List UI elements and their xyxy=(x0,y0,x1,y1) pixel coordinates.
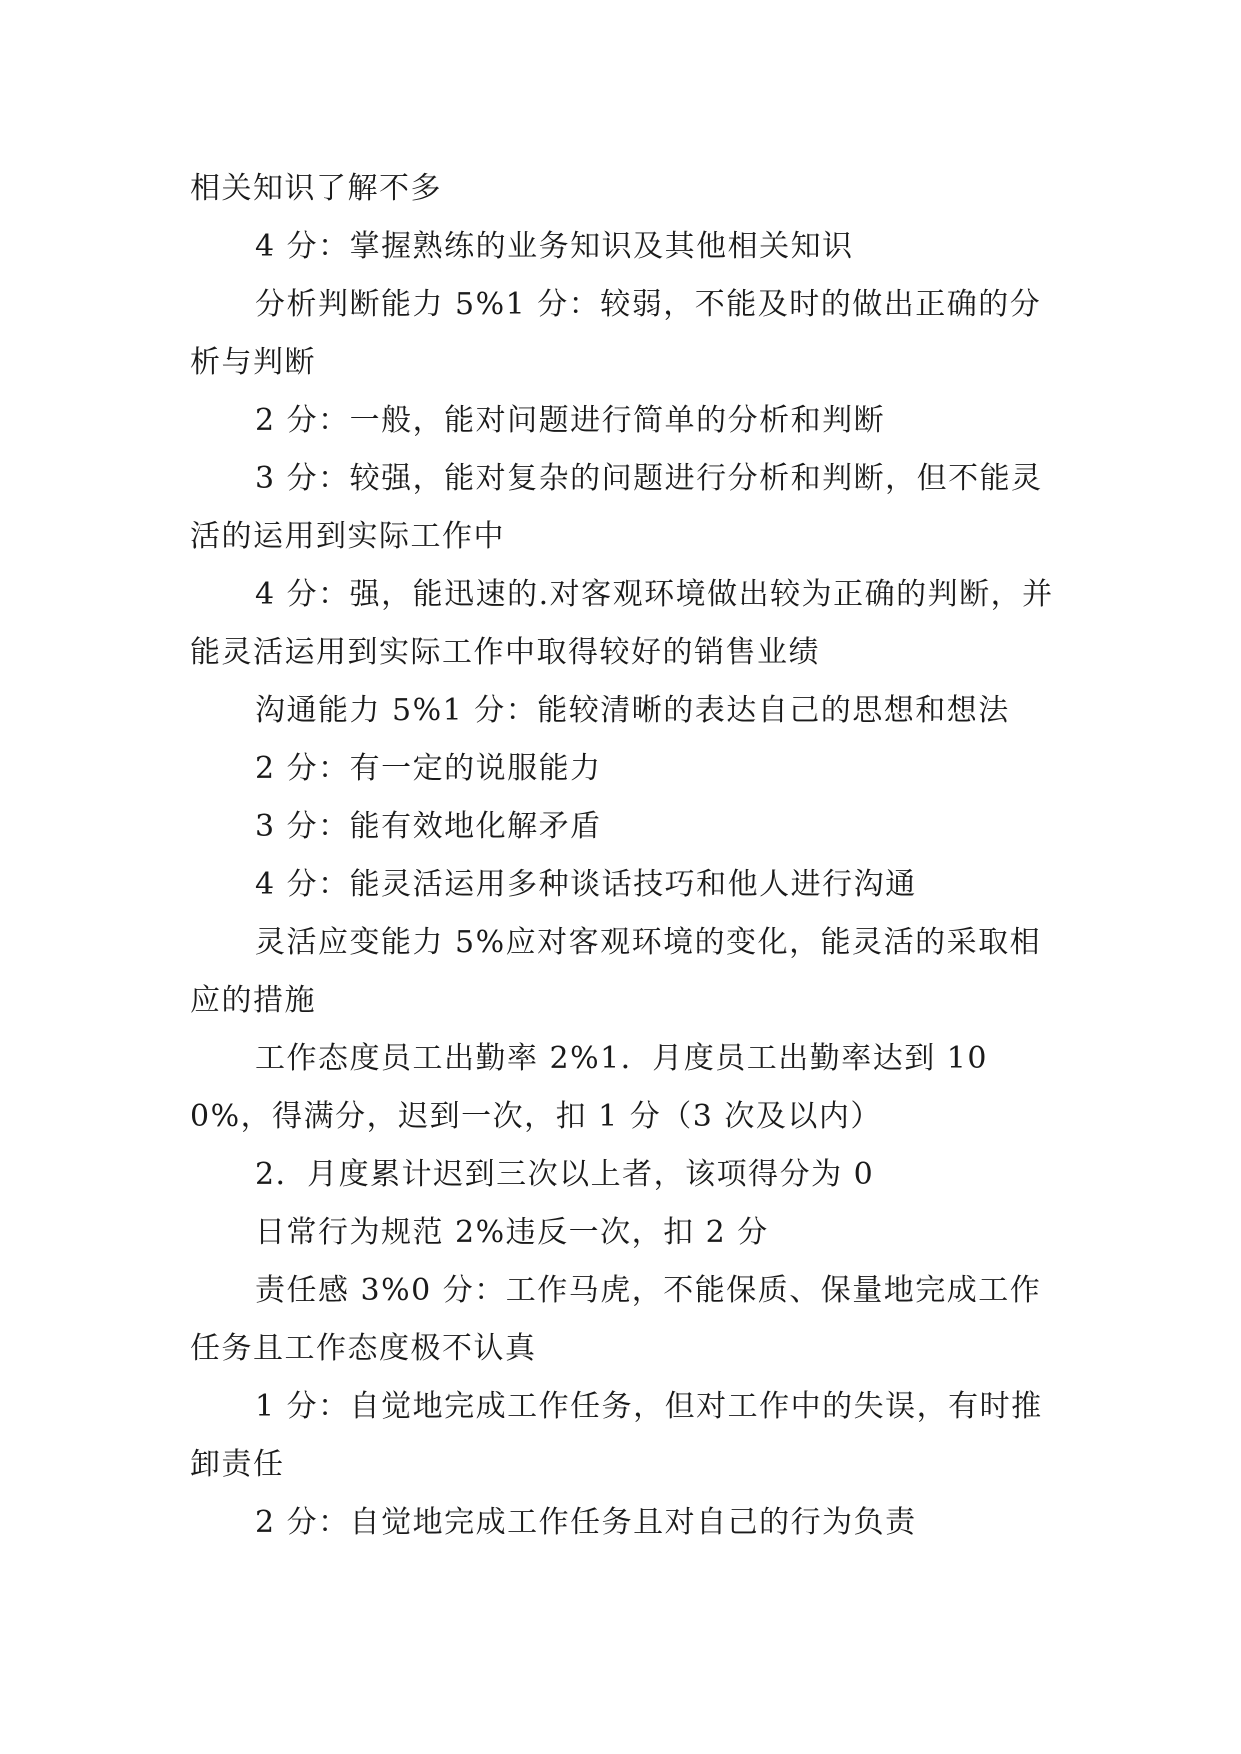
paragraph: 日常行为规范 2%违反一次，扣 2 分 xyxy=(255,1215,769,1250)
paragraph: 2 分：有一定的说服能力 xyxy=(255,751,602,786)
paragraph: 相关知识了解不多 xyxy=(190,171,442,206)
document-body xyxy=(190,160,1070,1552)
paragraph: 1 分：自觉地完成工作任务，但对工作中的失误，有时推卸责任 xyxy=(190,1389,1043,1482)
paragraph: 4 分：强，能迅速的.对客观环境做出较为正确的判断，并能灵活运用到实际工作中取得较好的销售业绩 xyxy=(190,577,1054,670)
paragraph: 3 分：较强，能对复杂的问题进行分析和判断，但不能灵活的运用到实际工作中 xyxy=(190,461,1043,554)
paragraph: 沟通能力 5%1 分：能较清晰的表达自己的思想和想法 xyxy=(255,693,1010,728)
paragraph: 灵活应变能力 5%应对客观环境的变化，能灵活的采取相应的措施 xyxy=(190,925,1042,1018)
paragraph: 3 分：能有效地化解矛盾 xyxy=(255,809,602,844)
paragraph: 分析判断能力 5%1 分：较弱，不能及时的做出正确的分析与判断 xyxy=(190,287,1042,380)
paragraph: 2．月度累计迟到三次以上者，该项得分为 0 xyxy=(255,1157,875,1192)
paragraph: 2 分：一般，能对问题进行简单的分析和判断 xyxy=(255,403,886,438)
paragraph: 4 分：能灵活运用多种谈话技巧和他人进行沟通 xyxy=(255,867,917,902)
paragraph: 责任感 3%0 分：工作马虎，不能保质、保量地完成工作任务且工作态度极不认真 xyxy=(190,1273,1042,1366)
paragraph: 4 分：掌握熟练的业务知识及其他相关知识 xyxy=(255,229,854,264)
paragraph: 2 分：自觉地完成工作任务且对自己的行为负责 xyxy=(255,1505,917,1540)
paragraph: 工作态度员工出勤率 2%1．月度员工出勤率达到 100%，得满分，迟到一次，扣 1 分（3 次及以内） xyxy=(190,1041,988,1134)
